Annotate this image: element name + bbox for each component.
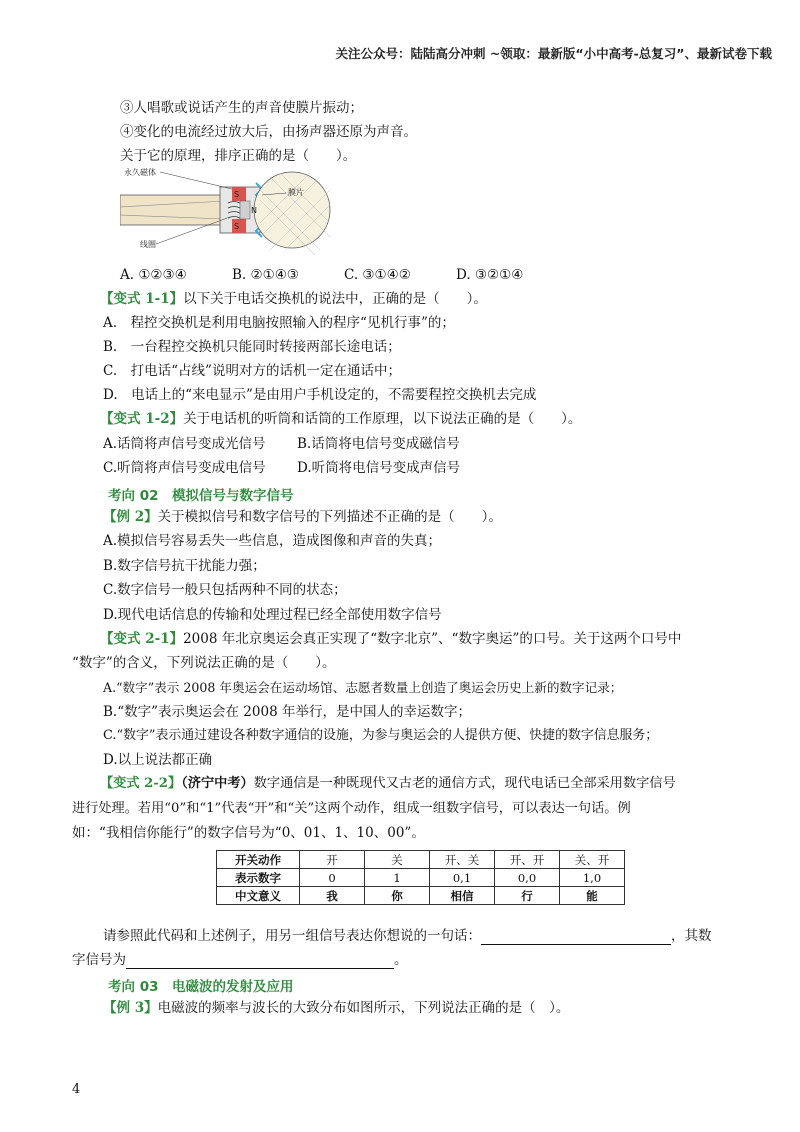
label-diaphragm: 膜片 bbox=[288, 188, 304, 197]
q0-option-d[interactable]: D. ③②①④ bbox=[456, 267, 524, 283]
v12-tag: 【变式 1-2】 bbox=[100, 411, 184, 427]
v11-stem: 以下关于电话交换机的说法中，正确的是（ ）。 bbox=[183, 291, 487, 307]
v22-follow1-a: 请参照此代码和上述例子，用另一组信号表达你想说的一句话： bbox=[103, 928, 481, 944]
intro-item-4: ④变化的电流经过放大后，由扬声器还原为声音。 bbox=[120, 124, 417, 140]
v22-stem-line1 bbox=[100, 775, 676, 793]
v11-option-b[interactable]: B. 一台程控交换机只能同时转接两部长途电话； bbox=[103, 339, 401, 355]
row-label-digits: 表示数字 bbox=[217, 869, 300, 887]
v22-follow2-a: 字信号为 bbox=[72, 952, 126, 968]
section-02-heading: 考向 02 模拟信号与数字信号 bbox=[108, 488, 294, 504]
table-row bbox=[217, 869, 625, 887]
pole-s-top: S bbox=[234, 190, 240, 199]
ex2-option-a[interactable]: A.模拟信号容易丢失一些信息，造成图像和声音的失真； bbox=[103, 533, 442, 549]
ex3-stem: 电磁波的频率与波长的大致分布如图所示，下列说法正确的是（ ）。 bbox=[157, 1000, 570, 1016]
pole-s-bottom: S bbox=[234, 222, 240, 231]
action-cell: 关 bbox=[365, 851, 430, 869]
v11-stem-line bbox=[100, 290, 487, 308]
intro-question: 关于它的原理，排序正确的是（ ）。 bbox=[120, 148, 357, 164]
row-label-meanings: 中文意义 bbox=[217, 887, 300, 905]
v22-stem3: 如：“我相信你能行”的数字信号为“0、01、1、10、00”。 bbox=[72, 825, 425, 841]
digit-cell: 1,0 bbox=[560, 869, 625, 887]
microphone-diagram bbox=[120, 165, 360, 255]
answer-blank-signal[interactable] bbox=[126, 954, 394, 969]
intro-item-3: ③人唱歌或说话产生的声音使膜片振动； bbox=[120, 100, 363, 116]
mesh-head bbox=[254, 172, 330, 248]
v12-stem: 关于电话机的听筒和话筒的工作原理，以下说法正确的是（ ）。 bbox=[183, 411, 582, 427]
digit-cell: 0,1 bbox=[430, 869, 495, 887]
label-coil: 线圈 bbox=[140, 240, 156, 249]
q0-option-c[interactable]: C. ③①④② bbox=[344, 267, 411, 283]
v21-stem2: “数字”的含义，下列说法正确的是（ ）。 bbox=[72, 655, 336, 671]
v21-option-c[interactable]: C.“数字”表示通过建设各种数字通信的设施，为参与奥运会的人提供方便、快捷的数字信息服务； bbox=[103, 728, 659, 743]
ex2-tag: 【例 2】 bbox=[103, 509, 158, 525]
meaning-cell: 能 bbox=[560, 887, 625, 905]
v21-stem1: 2008 年北京奥运会真正实现了“数字北京”、“数字奥运”的口号。关于这两个口号中 bbox=[183, 631, 682, 647]
v12-option-d[interactable]: D.听筒将电信号变成声信号 bbox=[297, 460, 461, 476]
v12-options-row2 bbox=[103, 459, 460, 477]
action-cell: 开 bbox=[300, 851, 365, 869]
ex2-stem-line bbox=[103, 508, 502, 526]
handle-shape bbox=[120, 195, 225, 225]
v21-option-b[interactable]: B.“数字”表示奥运会在 2008 年举行，是中国人的幸运数字； bbox=[103, 704, 471, 720]
v21-option-d[interactable]: D.以上说法都正确 bbox=[103, 752, 213, 768]
meaning-cell: 相信 bbox=[430, 887, 495, 905]
action-cell: 开、开 bbox=[495, 851, 560, 869]
q0-option-b[interactable]: B. ②①④③ bbox=[232, 267, 299, 283]
v12-option-a[interactable]: A.话筒将声信号变成光信号 bbox=[103, 436, 266, 452]
v22-source: （济宁中考） bbox=[181, 776, 254, 791]
table-row bbox=[217, 851, 625, 869]
digit-cell: 1 bbox=[365, 869, 430, 887]
ex2-stem: 关于模拟信号和数字信号的下列描述不正确的是（ ）。 bbox=[157, 509, 502, 525]
v22-follow2-b: 。 bbox=[394, 952, 408, 968]
action-cell: 开、关 bbox=[430, 851, 495, 869]
table-row bbox=[217, 887, 625, 905]
v12-options-row1 bbox=[103, 435, 460, 453]
v22-tag: 【变式 2-2】 bbox=[100, 776, 182, 791]
digit-cell: 0,0 bbox=[495, 869, 560, 887]
v21-tag: 【变式 2-1】 bbox=[100, 631, 184, 647]
row-label-actions: 开关动作 bbox=[217, 851, 300, 869]
page-number: 4 bbox=[72, 1082, 81, 1097]
v22-follow-line1 bbox=[103, 927, 712, 945]
label-magnet: 永久磁体 bbox=[124, 168, 156, 177]
v11-option-d[interactable]: D. 电话上的“来电显示”是由用户手机设定的，不需要程控交换机去完成 bbox=[103, 387, 537, 403]
ex3-stem-line bbox=[103, 999, 569, 1017]
v22-stem1: 数字通信是一种既现代又古老的通信方式，现代电话已全部采用数字信号 bbox=[253, 776, 676, 791]
v12-stem-line bbox=[100, 410, 581, 428]
answer-blank-sentence[interactable] bbox=[481, 930, 671, 945]
v11-tag: 【变式 1-1】 bbox=[100, 291, 184, 307]
v22-follow-line2 bbox=[72, 951, 408, 969]
action-cell: 关、开 bbox=[560, 851, 625, 869]
page-header: 关注公众号：陆陆高分冲刺 ~领取：最新版“小中高考-总复习”、最新试卷下载 bbox=[335, 46, 772, 61]
magnet-core bbox=[240, 201, 250, 219]
v22-follow1-b: ，其数 bbox=[671, 928, 712, 944]
meaning-cell: 我 bbox=[300, 887, 365, 905]
v11-option-a[interactable]: A. 程控交换机是利用电脑按照输入的程序“见机行事”的； bbox=[103, 315, 455, 331]
v22-stem2: 进行处理。若用“0”和“1”代表“开”和“关”这两个动作，组成一组数字信号，可以表达一句话。例 bbox=[72, 801, 631, 816]
section-03-heading: 考向 03 电磁波的发射及应用 bbox=[108, 979, 294, 995]
q0-options bbox=[120, 266, 523, 284]
v21-option-a[interactable]: A.“数字”表示 2008 年奥运会在运动场馆、志愿者数量上创造了奥运会历史上新的数字记录； bbox=[103, 680, 623, 695]
digit-cell: 0 bbox=[300, 869, 365, 887]
q0-option-a[interactable]: A. ①②③④ bbox=[120, 267, 187, 283]
meaning-cell: 行 bbox=[495, 887, 560, 905]
ex2-option-c[interactable]: C.数字信号一般只包括两种不同的状态； bbox=[103, 582, 347, 598]
ex3-tag: 【例 3】 bbox=[103, 1000, 158, 1016]
v21-stem-line1 bbox=[100, 630, 681, 648]
v12-option-b[interactable]: B.话筒将电信号变成磁信号 bbox=[297, 436, 460, 452]
v12-option-c[interactable]: C.听筒将声信号变成电信号 bbox=[103, 460, 266, 476]
meaning-cell: 你 bbox=[365, 887, 430, 905]
pole-n: N bbox=[251, 206, 257, 215]
ex2-option-d[interactable]: D.现代电话信息的传输和处理过程已经全部使用数字信号 bbox=[103, 607, 442, 623]
ex2-option-b[interactable]: B.数字信号抗干扰能力强； bbox=[103, 558, 266, 574]
v11-option-c[interactable]: C. 打电话“占线”说明对方的话机一定在通话中； bbox=[103, 363, 401, 379]
code-table bbox=[216, 850, 625, 905]
